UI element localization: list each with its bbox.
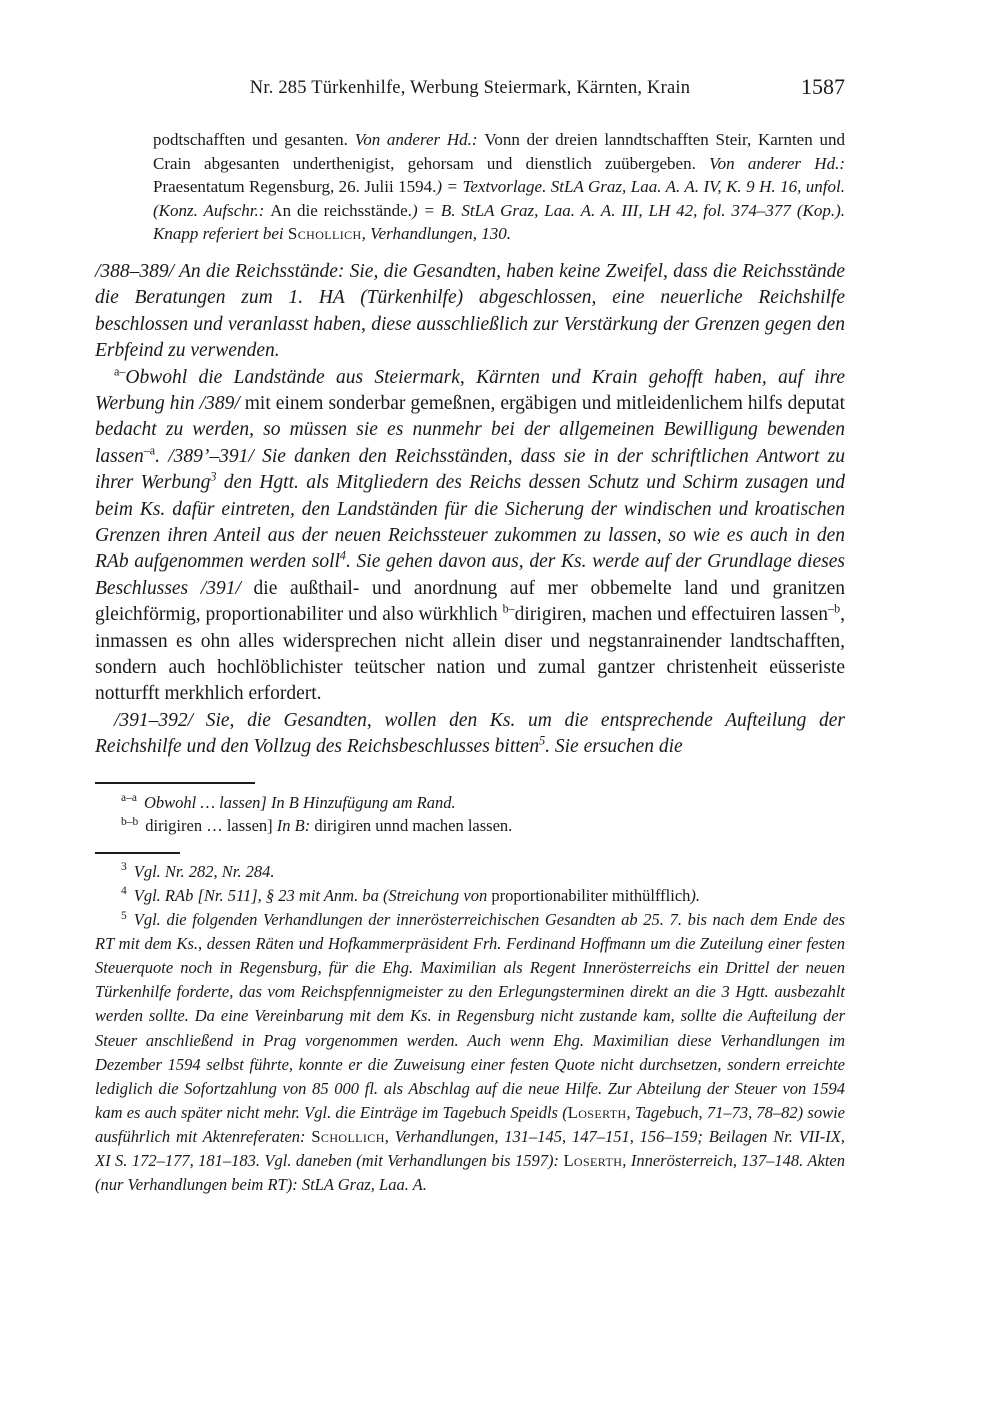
- body-paragraph-1: /388–389/ An die Reichsstände: Sie, die Gesandten, haben keine Zweifel, dass die Reichsstände die Beratungen zum 1. HA (Türkenhilfe) abgeschlossen, eine neuerliche Reichshilfe beschlossen und veranlasst haben, diese ausschließlich zur Verstärkung der Grenzen gegen den Erbfeind zu verwenden.: [95, 260, 845, 362]
- apparatus-note-a-marker: a–a: [121, 792, 137, 805]
- footnote-4: [95, 884, 845, 908]
- apparatus-note-b-marker: b–b: [121, 815, 139, 828]
- apparatus-notes: [95, 791, 845, 838]
- page-header: [95, 74, 845, 106]
- apparatus-note-a-text: Obwohl … lassen] In B Hinzufügung am Rand.: [143, 792, 456, 812]
- footnote-separator-rule: [95, 852, 180, 854]
- apparatus-separator-rule: [95, 782, 255, 784]
- apparatus-note-a: [95, 791, 845, 815]
- footnote-5-text: Vgl. die folgenden Verhandlungen der innerösterreichischen Gesandten ab 25. 7. bis nach dem Ende des RT mit dem Ks., dessen Räten und Hofkammerpräsident Frh. Ferdinand Hoffmann um die Zuteilung einer festen Steuerquote noch in Regensburg, für die Ehg. Maximilian als Regent Innerösterreichs ein Drittel der neuen Türkenhilfe forderte, das vom Reichspfennigmeister zu den Erlegungsterminen direkt an die 3 Hgtt. ausbezahlt werden sollte. Da eine Vereinbarung mit dem Ks. in Regensburg nicht zustande kam, sollte die Aufteilung der Steuer anschließend in Prag vorgenommen werden. Auch wenn Ehg. Maximilian diese Verhandlungen im Dezember 1594 selbst führte, konnte er die Zuweisung einer festen Quote nicht durchsetzen, sondern erreichte lediglich die Sofortzahlung von 85 000 fl. als Abschlag auf die neue Hilfe. Zur Abteilung der Steuer von 1594 kam es auch später nicht mehr. Vgl. die Einträge im Tagebuch Speidls (Loserth, Tagebuch, 71–73, 78–82) sowie ausführlich mit Aktenreferaten: Schollich, Verhandlungen, 131–145, 147–151, 156–159; Beilagen Nr. VII-IX, XI S. 172–177, 181–183. Vgl. daneben (mit Verhandlungen bis 1597): Loserth, Innerösterreich, 137–148. Akten (nur Verhandlungen beim RT): StLA Graz, Laa. A.: [95, 910, 845, 1195]
- apparatus-note-b-text: dirigiren … lassen] In B: dirigiren unnd machen lassen.: [145, 816, 513, 836]
- footnote-4-marker: 4: [121, 885, 127, 898]
- running-header: Nr. 285 Türkenhilfe, Werbung Steiermark, Kärnten, Krain: [249, 78, 691, 98]
- text-block: [95, 74, 846, 1197]
- footnote-5-marker: 5: [121, 909, 127, 922]
- footnote-4-text: Vgl. RAb [Nr. 511], § 23 mit Anm. ba (Streichung von proportionabiliter mithülfflich).: [133, 885, 701, 905]
- footnote-3-marker: 3: [121, 861, 127, 874]
- footnote-3-text: Vgl. Nr. 282, Nr. 284.: [133, 861, 275, 881]
- footnote-3: [95, 860, 845, 884]
- body-paragraph-3: /391–392/ Sie, die Gesandten, wollen den Ks. um die entsprechende Aufteilung der Reichshilfe und den Vollzug des Reichsbeschlusses bitten$^5$. Sie ersuchen die: [95, 709, 845, 758]
- apparatus-note-b: [95, 814, 845, 838]
- body-paragraph-2: $^{a-}$Obwohl die Landstände aus Steiermark, Kärnten und Krain gehofft haben, auf ihre Werbung hin /389/ mit einem sonderbar gemeßnen, ergäbigen und mitleidenlichem hilfs deputat bedacht zu werden, so müssen sie es nunmehr bei der allgemeinen Bewilligung bewenden lassen$^{-a}$. /389’–391/ Sie danken den Reichsständen, dass sie in der schriftlichen Antwort zu ihrer Werbung$^3$ den Hgtt. als Mitgliedern des Reichs dessen Schutz und Schirm zusagen und beim Ks. dafür eintreten, den Landständen für die Sicherung der windischen und kroatischen Grenzen ihren Anteil aus der neuen Reichssteuer zukommen zu lassen, so wie es auch in den RAb aufgenommen werden soll$^4$. Sie gehen davon aus, der Ks. werde auf der Grundlage dieses Beschlusses /391/ die außthail- und anordnung auf mer obbemelte land und granitzen gleichförmig, proportionabiliter und also würkhlich $^{b-}$dirigiren, machen und effectuiren lassen$^{-b}$, inmassen es ohn alles widersprechen nicht allein diser und negstanrainender landtschafften, sondern auch hochlöblichister teütscher nation und zumal gantzer christenheit eüsseriste notturfft merkhlich erfordert.: [95, 364, 846, 705]
- footnotes: [95, 860, 845, 1197]
- footnote-5: [95, 908, 845, 1197]
- provenance-note: podtschafften und gesanten. Von anderer Hd.: Vonn der dreien lanndtschafften Steir, Karnten und Crain abgesanten underthenigist, gehorsam und dienstlich zuübergeben. Von anderer Hd.: Praesentatum Regensburg, 26. Julii 1594.) = Textvorlage. StLA Graz, Laa. A. A. IV, K. 9 H. 16, unfol. (Konz. Aufschr.: An die reichsstände.) = B. StLA Graz, Laa. A. A. III, LH 42, fol. 374–377 (Kop.). Knapp referiert bei Schollich, Verhandlungen, 130.: [153, 130, 845, 244]
- page-number: 1587: [801, 74, 845, 99]
